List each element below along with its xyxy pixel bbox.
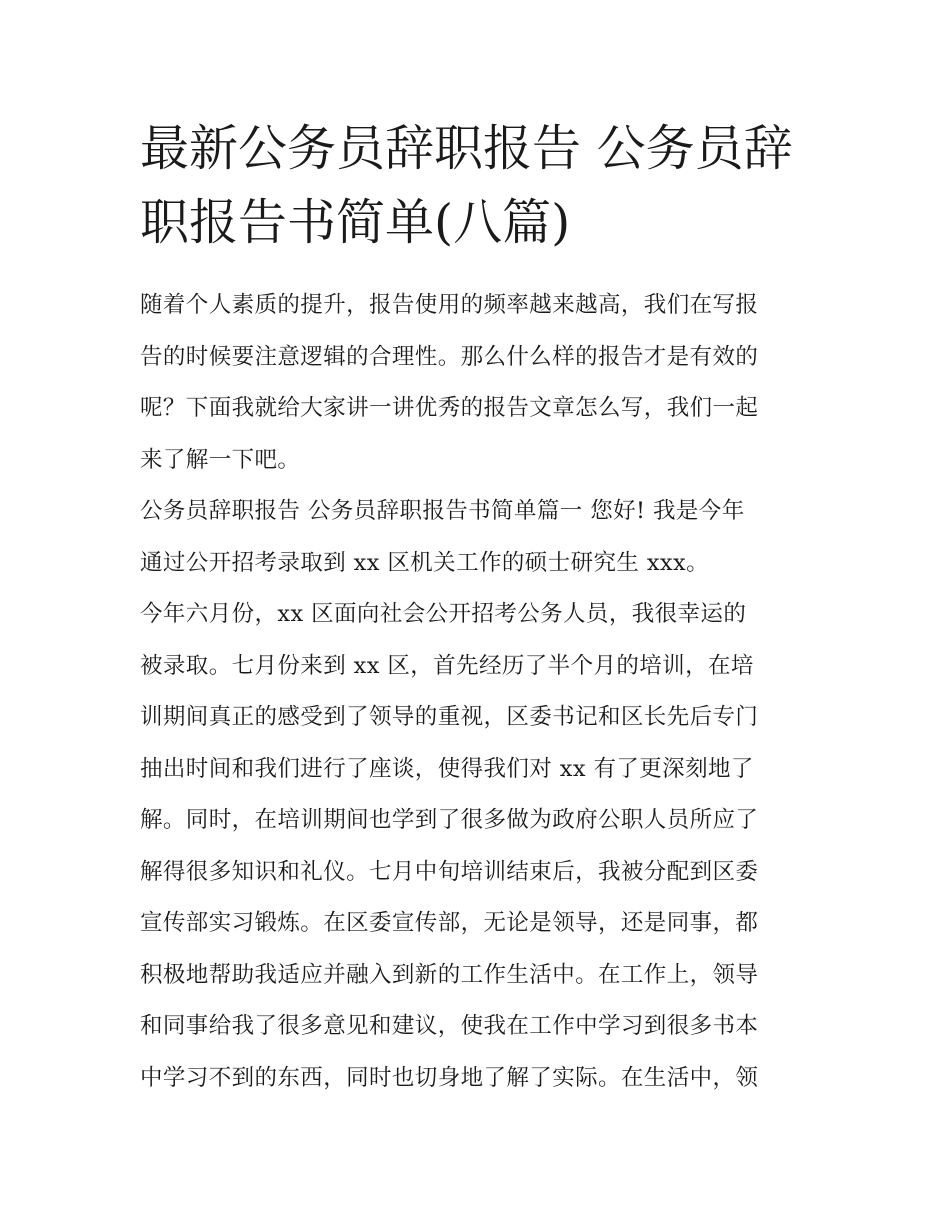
text-line: 训期间真正的感受到了领导的重视，区委书记和区长先后专门 (140, 704, 759, 730)
text-line: 被录取。七月份来到 xx 区，首先经历了半个月的培训，在培 (140, 652, 754, 679)
paragraph-intro (140, 280, 830, 486)
document-title (140, 112, 820, 260)
paragraph-section-one-body (140, 589, 830, 1104)
text-line: 公务员辞职报告 公务员辞职报告书简单篇一 您好! 我是今年 (140, 498, 745, 524)
text-line: 解。同时，在培训期间也学到了很多做为政府公职人员所应了 (140, 807, 759, 833)
text-line: 通过公开招考录取到 xx 区机关工作的硕士研究生 xxx。 (140, 549, 710, 576)
text-line: 积极地帮助我适应并融入到新的工作生活中。在工作上，领导 (140, 961, 759, 988)
title-line: 职报告书简单(八篇) (140, 194, 571, 251)
text-line: 宣传部实习锻炼。在区委宣传部，无论是领导，还是同事，都 (140, 910, 759, 936)
text-line: 来了解一下吧。 (140, 446, 301, 473)
document-body (140, 280, 830, 1104)
text-line: 中学习不到的东西，同时也切身地了解了实际。在生活中，领 (140, 1064, 759, 1091)
text-line: 告的时候要注意逻辑的合理性。那么什么样的报告才是有效的 (140, 343, 759, 370)
text-line: 抽出时间和我们进行了座谈，使得我们对 xx 有了更深刻地了 (140, 755, 754, 782)
title-line: 最新公务员辞职报告 公务员辞 (140, 120, 793, 177)
paragraph-section-one-heading (140, 486, 830, 589)
text-line: 和同事给我了很多意见和建议，使我在工作中学习到很多书本 (140, 1013, 759, 1039)
text-line: 随着个人素质的提升，报告使用的频率越来越高，我们在写报 (140, 292, 759, 318)
text-line: 呢？下面我就给大家讲一讲优秀的报告文章怎么写，我们一起 (140, 395, 759, 421)
text-line: 今年六月份，xx 区面向社会公开招考公务人员，我很幸运的 (140, 601, 747, 627)
text-line: 解得很多知识和礼仪。七月中旬培训结束后，我被分配到区委 (140, 858, 759, 885)
